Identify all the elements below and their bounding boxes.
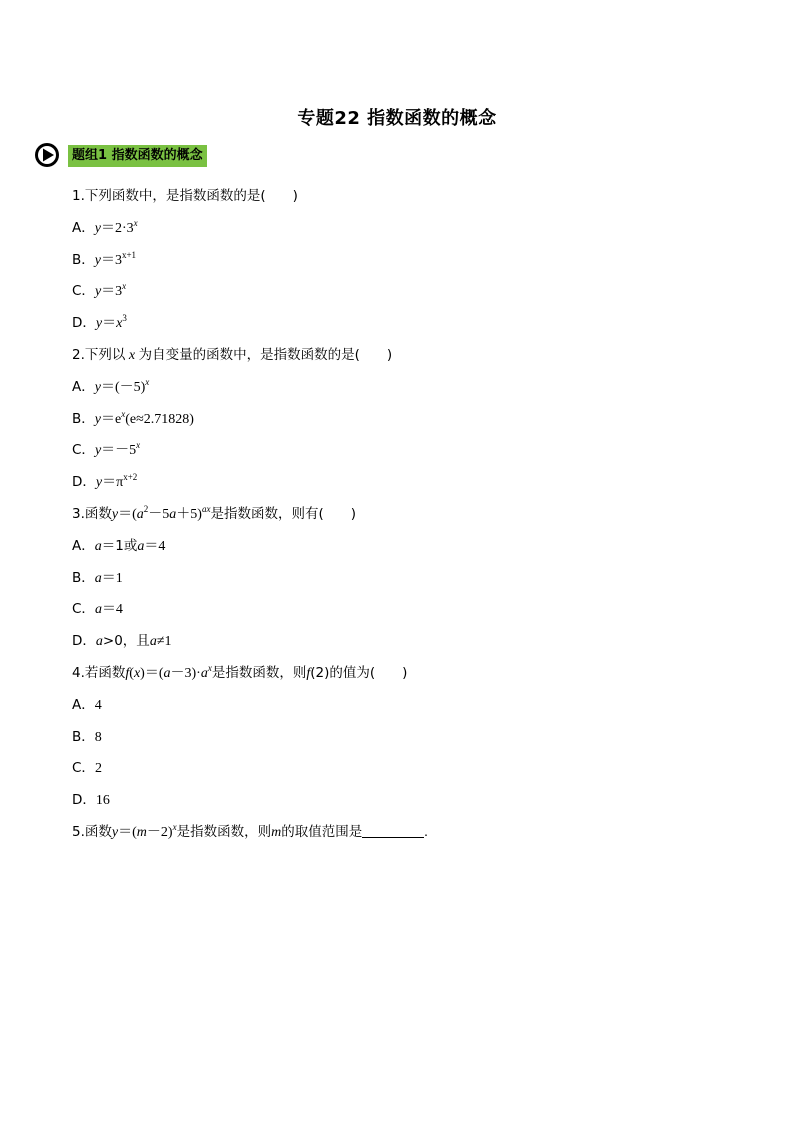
group-label: 题组1 指数函数的概念 xyxy=(68,145,207,167)
question-2-stem: 2.下列以 x 为自变量的函数中，是指数函数的是( ) xyxy=(72,347,393,363)
question-1-option-b: B．$y=3^{x+1}$ xyxy=(72,250,137,268)
play-arrow-icon xyxy=(34,142,60,168)
question-1-stem: 1.下列函数中，是指数函数的是( ) xyxy=(72,188,298,204)
question-2-option-d: D．$y=\pi^{x+2}$ xyxy=(72,472,138,490)
question-5-stem: 5.函数$y=(m-2)^x$是指数函数，则m的取值范围是 . xyxy=(72,822,428,840)
question-1-option-c: C．$y=3^x$ xyxy=(72,281,127,299)
question-2-option-c: C．$y=-5^x$ xyxy=(72,440,141,458)
question-1-option-d: D．$y=x^3$ xyxy=(72,313,127,331)
question-4-option-b: B．8 xyxy=(72,729,102,745)
answer-blank[interactable] xyxy=(362,824,424,838)
question-3-option-d: D．a>0，且a≠1 xyxy=(72,633,172,649)
question-4-option-c: C．2 xyxy=(72,760,102,776)
page-title: 专题22 指数函数的概念 xyxy=(297,108,497,129)
question-3-option-a: A．a＝1或a＝4 xyxy=(72,538,166,554)
question-2-option-b: B．$y=e^x(e\approx 2.71828)$ xyxy=(72,409,194,427)
question-4-option-d: D．16 xyxy=(72,792,110,808)
question-3-option-c: C．a＝4 xyxy=(72,601,123,617)
question-3-stem: 3.函数$y=(a^2-5a+5)^{ax}$是指数函数，则有( ) xyxy=(72,504,357,522)
question-1-option-a: A．$y=2\cdot 3^x$ xyxy=(72,218,138,236)
question-4-option-a: A．4 xyxy=(72,697,102,713)
question-3-option-b: B．a＝1 xyxy=(72,570,123,586)
question-2-option-a: A．$y=(-5)^x$ xyxy=(72,377,150,395)
question-4-stem: 4.若函数$f(x)=(a-3)\cdot a^x$是指数函数，则f(2)的值为( ) xyxy=(72,663,408,681)
